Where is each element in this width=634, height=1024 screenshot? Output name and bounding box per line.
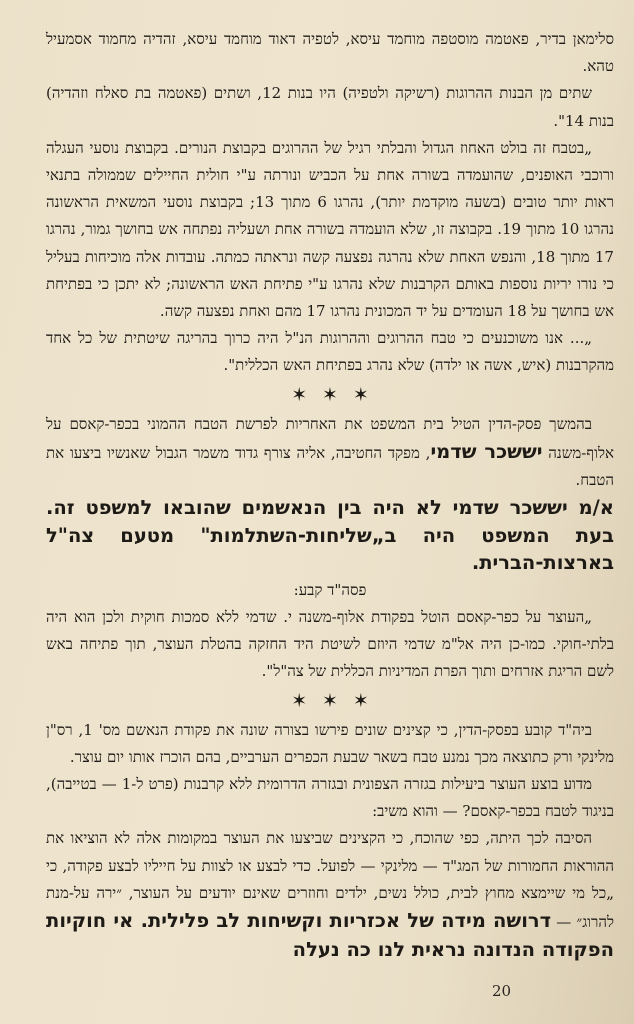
paragraph-systematic-killing: „... אנו משוכנעים כי טבח ההרוגים וההרוגות הנ"ל היה כרוך בהריגה שיטתית של כל אחד מהקרבנות (איש, אשה או ילדה) שלא נהרג בפתיחת האש הכללית".: [46, 329, 614, 375]
paragraph-victim-names: סלימאן בדיר, פאטמה מוסטפה מוחמד עיסא, לטפיה דאוד מוחמד עיסא, זהדיה מחמוד אסמעיל טהא.: [46, 30, 614, 76]
star-ornament-icon: ✶: [322, 689, 338, 712]
answer-text-bold: דרושה מידה של אכזריות וקשיחות לב פלילית. אי חוקיות הפקודה הנדונה נראית לנו כה נעלה: [46, 908, 614, 962]
responsibility-text-end: , מפקד החטיבה, אליה צורף גדוד משמר הגבול שאנשיו ביצעו את הטבח.: [46, 443, 614, 490]
ruling-heading: פסה"ד קבע:: [293, 580, 367, 599]
answer-text: הסיבה לכך היתה, כפי שהוכח, כי הקצינים שביצעו את העוצר במקומות אלה לא הוציאו את ההוראות החמורות של המג"ד — מלינקי — לפועל. כדי לבצע או לצוות על חייליו לבצע פקודה, כי „כל מי שיימצא מחוץ לבית, כולל נשים, ילדים וחוזרים שאינם יודעים על העוצר, ״ירה על-מנת להרוג״ —: [46, 829, 614, 931]
responsibility-text: בהמשך פסק-הדין הטיל בית המשפט את האחריות לפרשת הטבח ההמוני בכפר-קאסם על אלוף-משנה: [46, 414, 615, 462]
paragraph-responsibility: [46, 411, 614, 495]
page-number: 20: [492, 982, 512, 1000]
star-ornament-icon: ✶: [352, 689, 369, 712]
section-separator: [46, 686, 614, 717]
paragraph-victim-ages: שתים מן הבנות ההרוגות (רשיקה ולטפיה) היו בנות 12, ושתים (פאטמה בת סאלח וזהדיה) בנות 14".: [46, 84, 614, 130]
paragraph-officers-interpretation: ביה"ד קובע בפסק-הדין, כי קצינים שונים פירשו בצורה שונה את פקודת הנאשם מס' 1, רס"ן מלינקי ורק כתוצאה מכך נמנע טבח בשאר שבעת הכפרים הערביים, בהם הוכרז אותו יום עוצר.: [46, 720, 614, 766]
star-ornament-icon: ✶: [322, 383, 338, 406]
ruling-quote: „העוצר על כפר-קאסם הוטל בפקודת אלוף-משנה י. שדמי ללא סמכות חוקית ולכן הוא היה בלתי-חוקי. כמו-כן היה אל"מ שדמי היוזם לשיטת היד החזקה בהטלת העוצר, תוך פתיחה באש לשם הריגת אזרחים ותוך הפרת המדיניות הכללית של צה"ל".: [46, 607, 614, 681]
paragraph-question: מדוע בוצע העוצר ביעילות בגזרה הצפונית ובגזרה הדרומית ללא קרבנות (פרט ל-1 — בטייבה), בניגוד לטבח בכפר-קאסם? — והוא משיב:: [46, 774, 614, 821]
star-ornament-icon: ✶: [291, 689, 308, 712]
body-text: [46, 26, 614, 965]
section-separator: [46, 380, 614, 411]
paragraph-answer: [46, 825, 614, 965]
star-ornament-icon: ✶: [352, 383, 369, 406]
commander-name: יששכר שדמי: [430, 439, 543, 463]
star-ornament-icon: ✶: [291, 383, 308, 406]
paragraph-massacre-analysis: „בטבח זה בולט האחוז הגדול והבלתי רגיל של ההרוגים בקבוצת הנורים. בקבוצת נוסעי העגלה ורוכבי האופנים, שהועמדה בשורה אחת על הכביש ונורתה ע"י חולית החיילים שממולה בתנאי ראות יותר טובים (בשעה מוקדמת יותר), נהרגו 6 מתוך 13; בקבוצת נוסעי המשאית הראשונה נהרגו 10 מתוך 19. בקבוצה זו, שלא הועמדה בשורה אחת ושעליה נפתחה אש בחושך גמור, נהרגו 17 מתוך 18, והנפש האחת שלא נהרגה נפצעה קשה ונראתה כמתה. עובדות אלה מוכיחות בעליל כי נורו יריות נוספות באותם הקרבנות שלא נהרגו ע"י פתיחת האש הראשונה; לא יתכן כי בפתיחת אש בחושך על 18 העומדים על יד המכונית נהרגו 17 מהם ואחת נפצעה קשה.: [46, 138, 614, 321]
bold-statement: א/מ יששכר שדמי לא היה בין הנאשמים שהובאו למשפט זה. בעת המשפט היה ב„שליחות-השתלמות" מטעם צה"ל בארצות-הברית.: [46, 496, 614, 575]
